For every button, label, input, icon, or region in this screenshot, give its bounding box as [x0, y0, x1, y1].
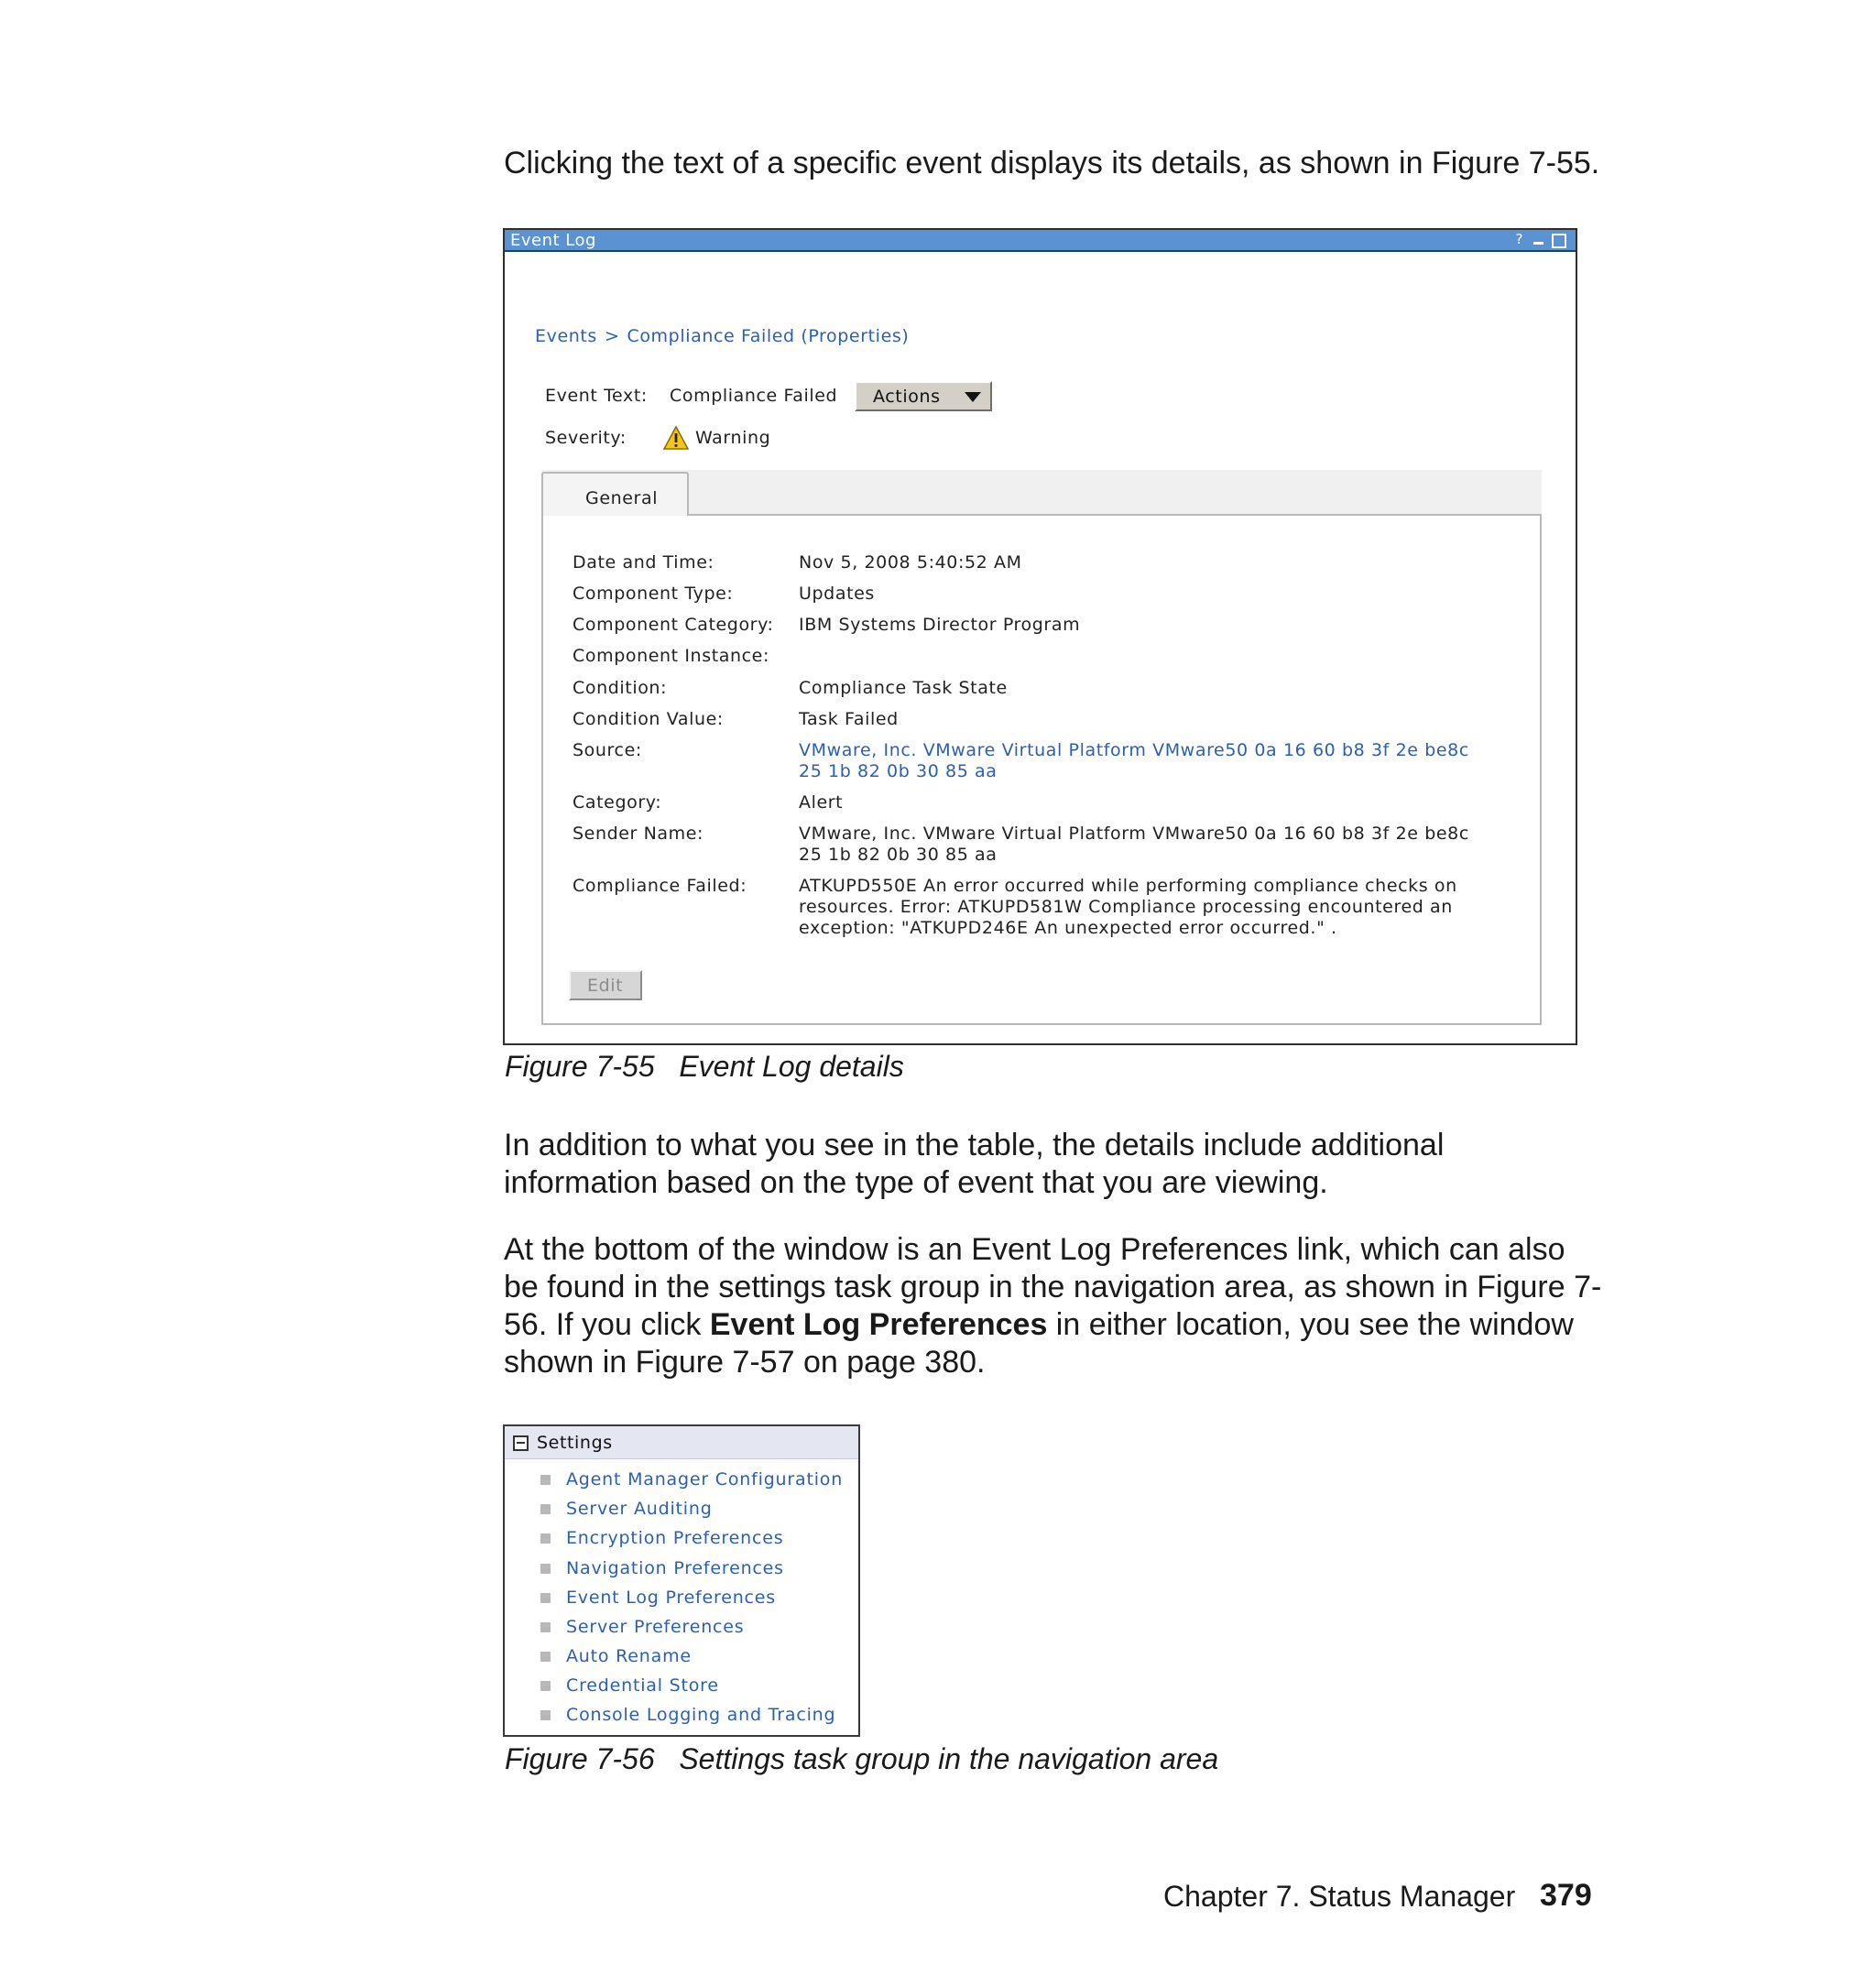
- prop-value-component-type: Updates: [799, 584, 875, 604]
- bullet-icon: [540, 1681, 551, 1691]
- settings-item-label[interactable]: Auto Rename: [566, 1646, 692, 1666]
- general-tab-panel: [541, 514, 1542, 1025]
- prop-value-date-time: Nov 5, 2008 5:40:52 AM: [799, 552, 1022, 573]
- figure-55-number: Figure 7-55: [505, 1050, 655, 1083]
- settings-item-auto-rename[interactable]: [505, 1646, 858, 1674]
- tab-general-label: General: [585, 488, 659, 508]
- settings-item-encryption-preferences[interactable]: [505, 1528, 858, 1555]
- settings-item-label[interactable]: Agent Manager Configuration: [566, 1469, 844, 1490]
- bullet-icon: [540, 1593, 551, 1603]
- prop-value-condition-value: Task Failed: [799, 709, 899, 729]
- settings-item-console-logging-and-tracing[interactable]: [505, 1705, 858, 1732]
- severity-value: Warning: [695, 428, 771, 448]
- settings-item-label[interactable]: Server Preferences: [566, 1617, 745, 1637]
- actions-dropdown-button[interactable]: [855, 381, 992, 411]
- prop-label-sender-name: Sender Name:: [573, 824, 704, 844]
- settings-task-group: [503, 1424, 860, 1737]
- event-text-label: Event Text:: [545, 386, 648, 406]
- edit-label: Edit: [587, 976, 624, 996]
- maximize-icon[interactable]: [1550, 232, 1565, 247]
- source-link-line-2[interactable]: 25 1b 82 0b 30 85 aa: [799, 761, 998, 781]
- breadcrumb: [535, 326, 909, 346]
- page-number: 379: [1540, 1878, 1592, 1913]
- footer-chapter: Chapter 7. Status Manager: [1163, 1880, 1516, 1913]
- bullet-icon: [540, 1622, 551, 1632]
- prop-label-compliance-failed: Compliance Failed:: [573, 876, 747, 896]
- settings-item-label[interactable]: Event Log Preferences: [566, 1588, 776, 1608]
- settings-item-label[interactable]: Console Logging and Tracing: [566, 1705, 836, 1725]
- settings-item-label[interactable]: Encryption Preferences: [566, 1528, 784, 1548]
- settings-item-agent-manager-configuration[interactable]: [505, 1469, 858, 1497]
- settings-item-label[interactable]: Navigation Preferences: [566, 1558, 784, 1578]
- bullet-icon: [540, 1564, 551, 1574]
- bullet-icon: [540, 1504, 551, 1514]
- prop-label-condition: Condition:: [573, 678, 668, 698]
- prop-label-source: Source:: [573, 740, 642, 760]
- bullet-icon: [540, 1533, 551, 1544]
- prop-value-condition: Compliance Task State: [799, 678, 1008, 698]
- settings-title: Settings: [537, 1433, 613, 1453]
- prop-label-component-instance: Component Instance:: [573, 646, 769, 666]
- prop-label-category: Category:: [573, 792, 662, 813]
- tab-strip: [541, 470, 1542, 514]
- paragraph-preferences: [504, 1231, 1603, 1381]
- bullet-icon: [540, 1710, 551, 1720]
- settings-item-label[interactable]: Server Auditing: [566, 1499, 713, 1519]
- tab-general[interactable]: [541, 472, 689, 516]
- intro-paragraph: Clicking the text of a specific event displays its details, as shown in Figure 7-55.: [504, 146, 1600, 180]
- breadcrumb-current[interactable]: Compliance Failed (Properties): [627, 326, 910, 346]
- source-link-line-1[interactable]: VMware, Inc. VMware Virtual Platform VMware50 0a 16 60 b8 3f 2e be8c: [799, 740, 1469, 760]
- help-icon[interactable]: ?: [1515, 231, 1523, 247]
- event-log-titlebar: [505, 230, 1576, 252]
- bullet-icon: [540, 1475, 551, 1485]
- paragraph-preferences-text-1: At the bottom of the window is an Event Log Preferences link, which can also be found in the settings task group in the navigation area, as shown in Figure 7-56. If you click: [504, 1232, 1602, 1342]
- prop-value-sender-name-line-2: 25 1b 82 0b 30 85 aa: [799, 845, 998, 865]
- settings-item-event-log-preferences[interactable]: [505, 1588, 858, 1615]
- settings-item-label[interactable]: Credential Store: [566, 1675, 719, 1696]
- prop-label-component-type: Component Type:: [573, 584, 734, 604]
- breadcrumb-events-link[interactable]: Events: [535, 326, 597, 346]
- figure-55-title: Event Log details: [679, 1050, 904, 1083]
- warning-icon: [662, 425, 690, 451]
- prop-value-component-category: IBM Systems Director Program: [799, 615, 1081, 635]
- prop-value-sender-name-line-1: VMware, Inc. VMware Virtual Platform VMware50 0a 16 60 b8 3f 2e be8c: [799, 824, 1469, 844]
- prop-value-compliance-failed-line-1: ATKUPD550E An error occurred while performing compliance checks on: [799, 876, 1457, 896]
- minimize-icon[interactable]: [1531, 232, 1546, 247]
- collapse-icon[interactable]: [513, 1435, 529, 1451]
- settings-item-server-preferences[interactable]: [505, 1617, 858, 1644]
- chevron-down-icon: [965, 392, 981, 402]
- paragraph-preferences-bold: Event Log Preferences: [709, 1307, 1048, 1342]
- severity-label: Severity:: [545, 428, 627, 448]
- paragraph-details: In addition to what you see in the table, the details include additional information based on the type of event that you are viewing.: [504, 1128, 1445, 1200]
- paragraph-preferences-text-2: in either location, you see the window shown in Figure 7-57 on page 380.: [504, 1307, 1574, 1380]
- bullet-icon: [540, 1652, 551, 1662]
- actions-label: Actions: [873, 387, 941, 407]
- prop-value-category: Alert: [799, 792, 844, 813]
- event-log-window: [503, 228, 1577, 1045]
- prop-label-condition-value: Condition Value:: [573, 709, 724, 729]
- figure-55-caption: [505, 1050, 904, 1084]
- settings-item-server-auditing[interactable]: [505, 1499, 858, 1526]
- breadcrumb-separator: >: [604, 326, 620, 346]
- prop-value-compliance-failed-line-3: exception: "ATKUPD246E An unexpected error occurred." .: [799, 918, 1337, 938]
- figure-56-number: Figure 7-56: [505, 1742, 655, 1775]
- prop-label-component-category: Component Category:: [573, 615, 774, 635]
- settings-item-credential-store[interactable]: [505, 1675, 858, 1703]
- settings-header[interactable]: [505, 1426, 858, 1459]
- settings-item-navigation-preferences[interactable]: [505, 1558, 858, 1586]
- prop-label-date-time: Date and Time:: [573, 552, 714, 573]
- event-log-title: Event Log: [510, 231, 596, 250]
- edit-button[interactable]: [569, 970, 642, 1000]
- figure-56-caption: [505, 1742, 1218, 1776]
- event-text-value: Compliance Failed: [670, 386, 838, 406]
- figure-56-title: Settings task group in the navigation area: [679, 1742, 1219, 1775]
- prop-value-compliance-failed-line-2: resources. Error: ATKUPD581W Compliance processing encountered an: [799, 897, 1453, 917]
